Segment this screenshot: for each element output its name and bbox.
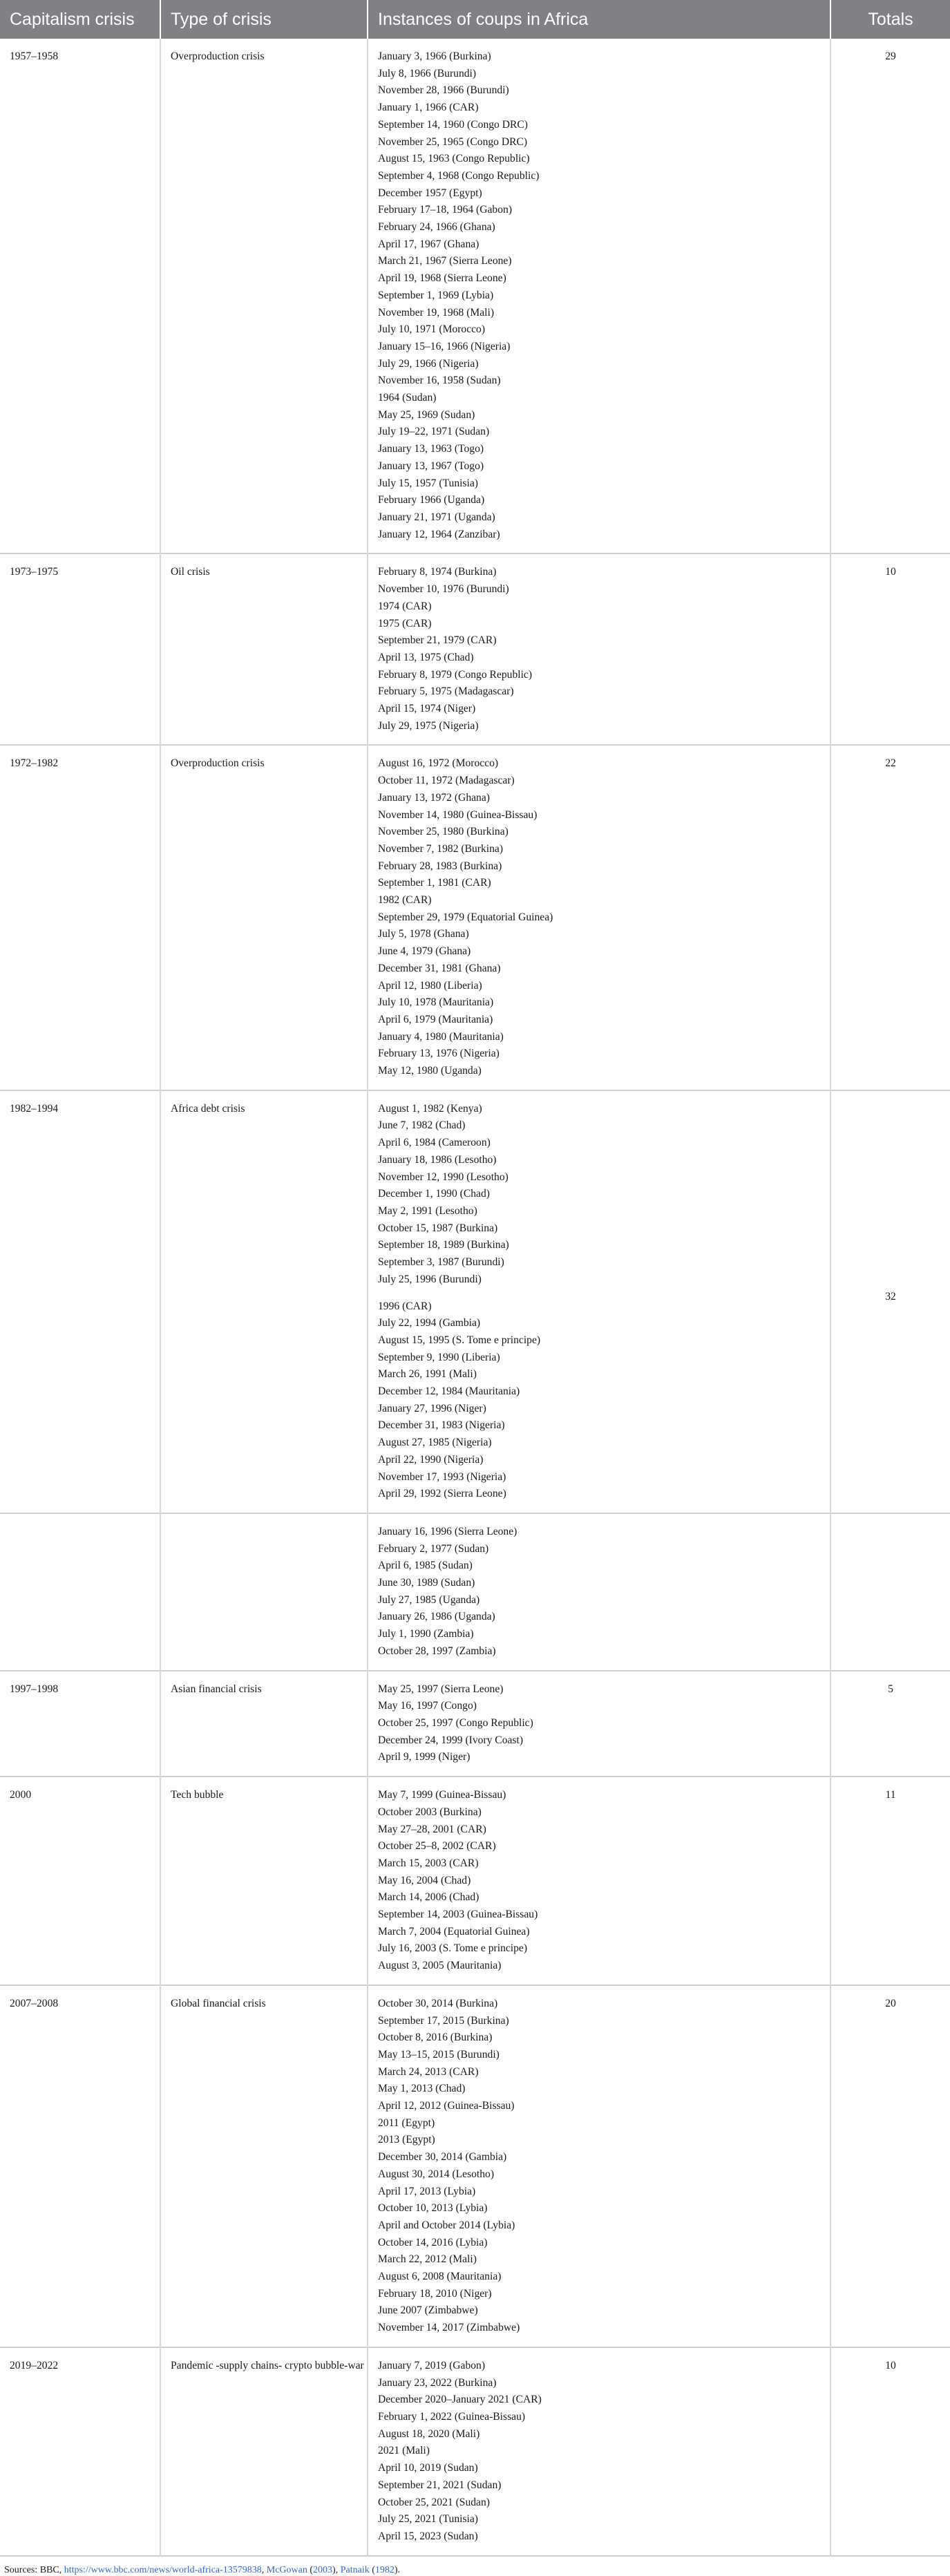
- table-row: [0, 553, 950, 745]
- list-item: February 18, 2010 (Niger): [378, 2287, 492, 2300]
- list-item: August 1, 1982 (Kenya): [378, 1102, 482, 1115]
- list-item: October 2003 (Burkina): [378, 1806, 482, 1818]
- list-item: November 17, 1993 (Nigeria): [378, 1470, 506, 1483]
- list-item: December 31, 1983 (Nigeria): [378, 1419, 505, 1432]
- list-item: May 12, 1980 (Uganda): [378, 1065, 482, 1077]
- list-item: 2021 (Mali): [378, 2445, 430, 2457]
- list-gap: [378, 1289, 830, 1298]
- cell-capitalism-crisis: 2019–2022: [0, 2347, 160, 2556]
- sources-paren: (: [307, 2564, 314, 2575]
- list-item: July 19–22, 1971 (Sudan): [378, 426, 490, 438]
- list-item: September 17, 2015 (Burkina): [378, 2014, 509, 2027]
- list-item: May 7, 1999 (Guinea-Bissau): [378, 1789, 506, 1801]
- list-item: May 25, 1969 (Sudan): [378, 408, 475, 421]
- list-item: April 15, 1974 (Niger): [378, 703, 476, 715]
- list-item: December 31, 1981 (Ghana): [378, 962, 501, 974]
- list-item: September 1, 1969 (Lybia): [378, 289, 494, 301]
- list-item: October 11, 1972 (Madagascar): [378, 775, 515, 787]
- list-item: October 28, 1997 (Zambia): [378, 1645, 496, 1657]
- list-item: September 3, 1987 (Burundi): [378, 1256, 504, 1269]
- list-item: August 16, 1972 (Morocco): [378, 757, 499, 770]
- list-item: July 29, 1966 (Nigeria): [378, 357, 479, 370]
- list-item: August 30, 2014 (Lesotho): [378, 2168, 495, 2180]
- list-item: October 25, 1997 (Congo Republic): [378, 1716, 533, 1729]
- list-item: November 19, 1968 (Mali): [378, 306, 495, 319]
- list-item: January 4, 1980 (Mauritania): [378, 1030, 504, 1043]
- list-item: May 27–28, 2001 (CAR): [378, 1823, 486, 1835]
- cell-instances: [368, 1513, 830, 1671]
- cell-total: 22: [885, 757, 896, 770]
- list-item: May 16, 2004 (Chad): [378, 1874, 471, 1886]
- list-item: September 21, 2021 (Sudan): [378, 2479, 502, 2491]
- list-item: January 18, 1986 (Lesotho): [378, 1153, 497, 1166]
- list-item: June 4, 1979 (Ghana): [378, 945, 471, 958]
- cell-instances: [368, 1777, 830, 1985]
- list-item: October 25, 2021 (Sudan): [378, 2496, 490, 2508]
- list-item: February 8, 1974 (Burkina): [378, 566, 497, 578]
- list-item: July 15, 1957 (Tunisia): [378, 477, 478, 489]
- list-item: April 6, 1984 (Cameroon): [378, 1137, 491, 1149]
- list-item: March 7, 2004 (Equatorial Guinea): [378, 1925, 530, 1938]
- table-row: [0, 2347, 950, 2556]
- list-item: January 1, 1966 (CAR): [378, 102, 479, 114]
- list-item: December 12, 1984 (Mauritania): [378, 1385, 520, 1398]
- list-item: October 15, 1987 (Burkina): [378, 1222, 498, 1234]
- cell-total: 10: [885, 566, 896, 578]
- list-item: July 1, 1990 (Zambia): [378, 1628, 474, 1640]
- sources-note: [0, 2557, 950, 2576]
- cell-total: 29: [885, 50, 896, 62]
- list-item: 1975 (CAR): [378, 617, 432, 629]
- list-item: July 29, 1975 (Nigeria): [378, 719, 479, 732]
- sources-link-bbc[interactable]: https://www.bbc.com/news/world-africa-13579838: [64, 2564, 262, 2575]
- list-item: September 29, 1979 (Equatorial Guinea): [378, 911, 553, 923]
- cell-type-of-crisis: [160, 1513, 368, 1671]
- list-item: October 14, 2016 (Lybia): [378, 2236, 488, 2248]
- table-row: [0, 745, 950, 1090]
- list-item: December 30, 2014 (Gambia): [378, 2151, 507, 2163]
- list-item: October 8, 2016 (Burkina): [378, 2032, 493, 2044]
- list-item: January 3, 1966 (Burkina): [378, 50, 491, 62]
- list-item: January 13, 1963 (Togo): [378, 443, 484, 455]
- list-item: February 8, 1979 (Congo Republic): [378, 668, 533, 681]
- sources-year-mcgowan[interactable]: 2003: [313, 2564, 333, 2575]
- list-item: September 4, 1968 (Congo Republic): [378, 169, 540, 182]
- table-row: [0, 39, 950, 553]
- sources-paren: (: [369, 2564, 375, 2575]
- list-item: July 16, 2003 (S. Tome e principe): [378, 1942, 528, 1955]
- cell-instances: [368, 1985, 830, 2347]
- list-item: January 21, 1971 (Uganda): [378, 511, 495, 523]
- list-item: July 22, 1994 (Gambia): [378, 1317, 481, 1329]
- list-item: March 22, 2012 (Mali): [378, 2253, 477, 2266]
- list-item: July 27, 1985 (Uganda): [378, 1593, 480, 1606]
- list-item: 1996 (CAR): [378, 1300, 432, 1312]
- cell-instances: [368, 1090, 830, 1513]
- list-item: April 9, 1999 (Niger): [378, 1751, 471, 1763]
- list-item: January 16, 1996 (Sierra Leone): [378, 1525, 517, 1537]
- list-item: November 16, 1958 (Sudan): [378, 375, 501, 387]
- list-item: September 14, 2003 (Guinea-Bissau): [378, 1909, 538, 1921]
- list-item: August 6, 2008 (Mauritania): [378, 2271, 502, 2283]
- sources-link-patnaik[interactable]: Patnaik: [340, 2564, 370, 2575]
- cell-capitalism-crisis: 1982–1994: [0, 1090, 160, 1513]
- list-item: September 9, 1990 (Liberia): [378, 1351, 500, 1363]
- list-item: February 2, 1977 (Sudan): [378, 1542, 489, 1555]
- list-item: April 6, 1985 (Sudan): [378, 1560, 473, 1572]
- list-item: January 23, 2022 (Burkina): [378, 2376, 497, 2389]
- list-item: June 30, 1989 (Sudan): [378, 1577, 475, 1589]
- sources-paren-close: ),: [332, 2564, 341, 2575]
- list-item: April 22, 1990 (Nigeria): [378, 1453, 484, 1466]
- table-row: [0, 1777, 950, 1985]
- list-item: September 14, 1960 (Congo DRC): [378, 118, 528, 131]
- list-item: 1982 (CAR): [378, 894, 432, 907]
- sources-year-patnaik[interactable]: 1982: [374, 2564, 395, 2575]
- list-item: January 12, 1964 (Zanzibar): [378, 528, 500, 540]
- list-item: August 15, 1995 (S. Tome e principe): [378, 1334, 541, 1346]
- list-item: April 10, 2019 (Sudan): [378, 2462, 478, 2474]
- cell-type-of-crisis: Africa debt crisis: [160, 1090, 368, 1513]
- cell-type-of-crisis: Oil crisis: [160, 553, 368, 745]
- list-item: November 10, 1976 (Burundi): [378, 583, 509, 596]
- cell-capitalism-crisis: [0, 1513, 160, 1671]
- list-item: October 25–8, 2002 (CAR): [378, 1840, 496, 1853]
- cell-total: 11: [885, 1789, 896, 1801]
- list-item: November 14, 2017 (Zimbabwe): [378, 2322, 520, 2334]
- sources-separator: ,: [261, 2564, 267, 2575]
- cell-total: [830, 1513, 950, 1671]
- cell-capitalism-crisis: 2007–2008: [0, 1985, 160, 2347]
- cell-capitalism-crisis: 1973–1975: [0, 553, 160, 745]
- list-item: November 25, 1965 (Congo DRC): [378, 135, 528, 148]
- list-item: July 5, 1978 (Ghana): [378, 928, 469, 940]
- list-item: April 29, 1992 (Sierra Leone): [378, 1488, 506, 1500]
- list-item: March 21, 1967 (Sierra Leone): [378, 255, 512, 267]
- list-item: May 13–15, 2015 (Burundi): [378, 2048, 500, 2061]
- list-item: May 2, 1991 (Lesotho): [378, 1205, 477, 1217]
- cell-total: 10: [885, 2359, 896, 2371]
- list-item: May 25, 1997 (Sierra Leone): [378, 1683, 504, 1695]
- header-capitalism-crisis: Capitalism crisis: [0, 0, 160, 39]
- header-instances: Instances of coups in Africa: [368, 0, 830, 39]
- table-row: [0, 1090, 950, 1513]
- list-item: January 27, 1996 (Niger): [378, 1402, 486, 1414]
- list-item: May 1, 2013 (Chad): [378, 2083, 466, 2095]
- list-item: March 15, 2003 (CAR): [378, 1857, 479, 1869]
- list-item: February 24, 1966 (Ghana): [378, 221, 495, 234]
- list-item: September 18, 1989 (Burkina): [378, 1239, 509, 1251]
- cell-total: 5: [888, 1683, 893, 1695]
- table-row: [0, 1513, 950, 1671]
- list-item: April 12, 2012 (Guinea-Bissau): [378, 2100, 515, 2112]
- list-item: August 27, 1985 (Nigeria): [378, 1437, 492, 1449]
- list-item: March 26, 1991 (Mali): [378, 1368, 477, 1381]
- list-item: December 1, 1990 (Chad): [378, 1188, 490, 1200]
- header-type-of-crisis: Type of crisis: [160, 0, 368, 39]
- list-item: January 26, 1986 (Uganda): [378, 1611, 495, 1623]
- list-item: July 25, 2021 (Tunisia): [378, 2513, 478, 2526]
- cell-type-of-crisis: Tech bubble: [160, 1777, 368, 1985]
- table-row: [0, 1985, 950, 2347]
- list-item: February 1966 (Uganda): [378, 494, 485, 506]
- cell-type-of-crisis: Overproduction crisis: [160, 39, 368, 553]
- cell-instances: [368, 39, 830, 553]
- list-item: April 17, 2013 (Lybia): [378, 2185, 476, 2197]
- list-item: February 5, 1975 (Madagascar): [378, 685, 514, 698]
- list-item: October 30, 2014 (Burkina): [378, 1997, 498, 2009]
- header-totals: Totals: [830, 0, 950, 39]
- list-item: July 8, 1966 (Burundi): [378, 67, 477, 79]
- list-item: July 10, 1978 (Mauritania): [378, 996, 494, 1009]
- list-item: April and October 2014 (Lybia): [378, 2219, 515, 2231]
- list-item: November 12, 1990 (Lesotho): [378, 1171, 509, 1183]
- list-item: November 25, 1980 (Burkina): [378, 826, 509, 838]
- list-item: September 21, 1979 (CAR): [378, 634, 497, 647]
- cell-type-of-crisis: Overproduction crisis: [160, 745, 368, 1090]
- list-item: April 19, 1968 (Sierra Leone): [378, 272, 506, 285]
- list-item: April 13, 1975 (Chad): [378, 651, 474, 663]
- list-item: May 16, 1997 (Congo): [378, 1700, 477, 1712]
- list-item: January 13, 1972 (Ghana): [378, 791, 490, 804]
- cell-total: 32: [885, 1290, 896, 1303]
- list-item: March 14, 2006 (Chad): [378, 1891, 479, 1904]
- list-item: October 10, 2013 (Lybia): [378, 2202, 488, 2215]
- list-item: April 12, 1980 (Liberia): [378, 979, 482, 992]
- list-item: December 2020–January 2021 (CAR): [378, 2394, 542, 2406]
- list-item: June 2007 (Zimbabwe): [378, 2304, 478, 2317]
- header-row: [0, 0, 950, 39]
- list-item: March 24, 2013 (CAR): [378, 2065, 479, 2078]
- list-item: 1974 (CAR): [378, 600, 432, 612]
- list-item: November 14, 1980 (Guinea-Bissau): [378, 808, 538, 821]
- list-item: April 6, 1979 (Mauritania): [378, 1013, 493, 1025]
- list-item: July 10, 1971 (Morocco): [378, 323, 486, 336]
- list-item: February 1, 2022 (Guinea-Bissau): [378, 2411, 526, 2423]
- sources-prefix: Sources: BBC,: [4, 2564, 64, 2575]
- list-item: July 25, 1996 (Burundi): [378, 1273, 482, 1285]
- list-item: August 15, 1963 (Congo Republic): [378, 153, 530, 165]
- list-item: January 7, 2019 (Gabon): [378, 2359, 486, 2371]
- list-item: 2013 (Egypt): [378, 2134, 435, 2146]
- sources-link-mcgowan[interactable]: McGowan: [266, 2564, 307, 2575]
- table-row: [0, 1671, 950, 1777]
- list-item: September 1, 1981 (CAR): [378, 877, 491, 889]
- list-item: August 18, 2020 (Mali): [378, 2427, 480, 2440]
- cell-capitalism-crisis: 1957–1958: [0, 39, 160, 553]
- cell-instances: [368, 745, 830, 1090]
- list-item: November 7, 1982 (Burkina): [378, 842, 504, 855]
- list-item: February 28, 1983 (Burkina): [378, 860, 502, 872]
- list-item: January 15–16, 1966 (Nigeria): [378, 340, 511, 352]
- list-item: December 24, 1999 (Ivory Coast): [378, 1734, 524, 1746]
- list-item: February 13, 1976 (Nigeria): [378, 1048, 500, 1060]
- cell-capitalism-crisis: 2000: [0, 1777, 160, 1985]
- list-item: August 3, 2005 (Mauritania): [378, 1960, 502, 1972]
- list-item: June 7, 1982 (Chad): [378, 1119, 466, 1132]
- cell-type-of-crisis: Asian financial crisis: [160, 1671, 368, 1777]
- list-item: 2011 (Egypt): [378, 2116, 435, 2129]
- cell-total: 20: [885, 1997, 896, 2009]
- list-item: February 17–18, 1964 (Gabon): [378, 204, 513, 216]
- cell-type-of-crisis: Global financial crisis: [160, 1985, 368, 2347]
- cell-instances: [368, 553, 830, 745]
- cell-instances: [368, 1671, 830, 1777]
- cell-type-of-crisis: Pandemic -supply chains- crypto bubble-war: [160, 2347, 368, 2556]
- list-item: 1964 (Sudan): [378, 392, 437, 404]
- list-item: December 1957 (Egypt): [378, 187, 482, 199]
- sources-paren-close: ).: [394, 2564, 401, 2575]
- list-item: April 17, 1967 (Ghana): [378, 238, 479, 250]
- cell-capitalism-crisis: 1997–1998: [0, 1671, 160, 1777]
- list-item: January 13, 1967 (Togo): [378, 460, 484, 472]
- cell-capitalism-crisis: 1972–1982: [0, 745, 160, 1090]
- cell-instances: [368, 2347, 830, 2556]
- list-item: November 28, 1966 (Burundi): [378, 84, 509, 97]
- list-item: April 15, 2023 (Sudan): [378, 2530, 478, 2542]
